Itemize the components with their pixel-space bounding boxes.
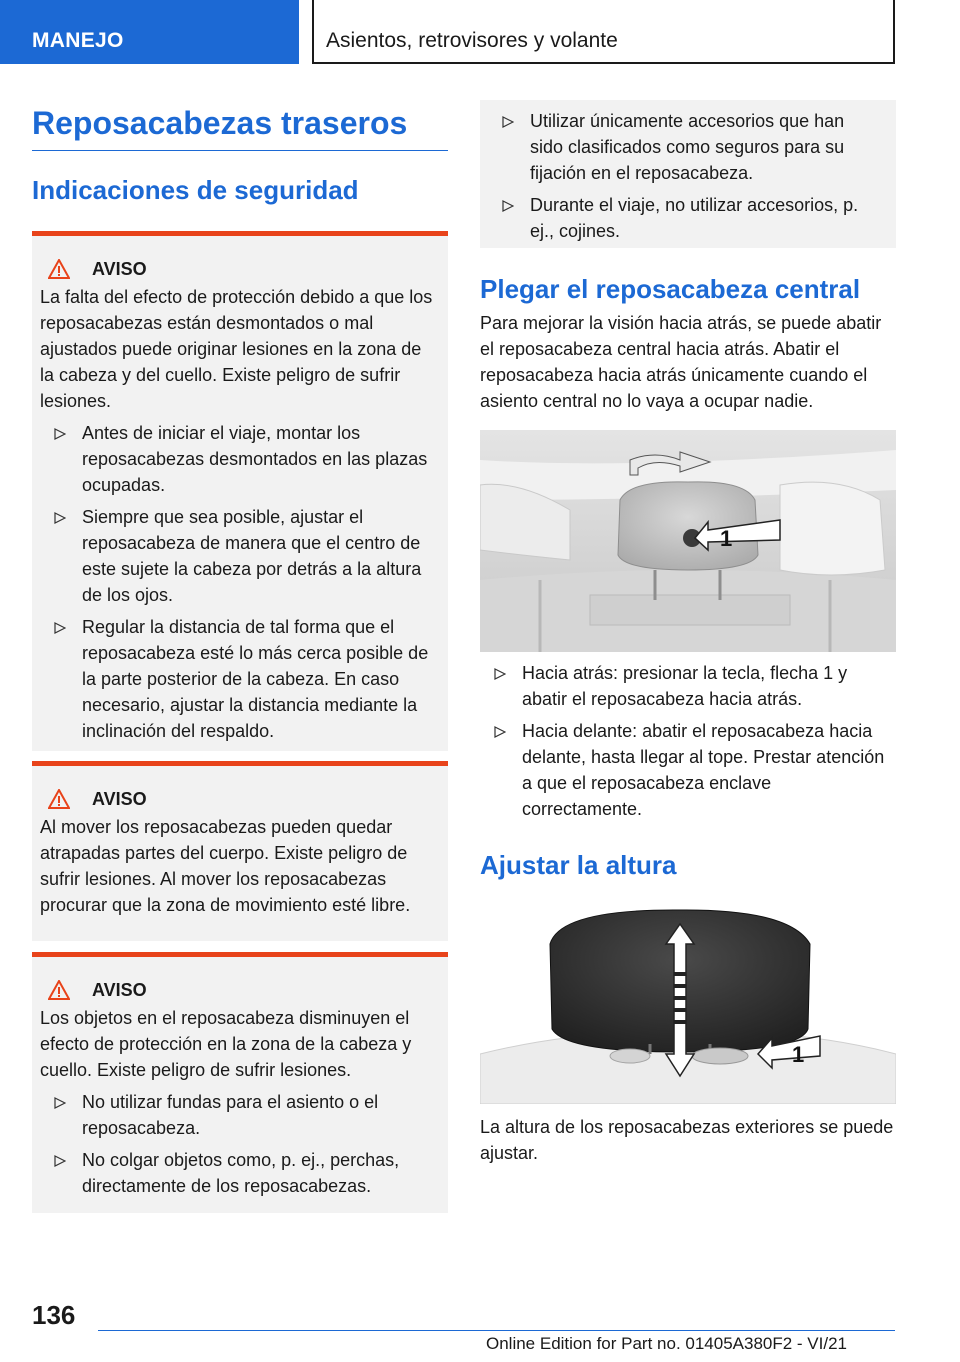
adjust-height-heading: Ajustar la altura — [480, 850, 677, 880]
warning-triangle-icon — [48, 980, 70, 1000]
figure-callout: 1 — [792, 1042, 805, 1067]
warning-text: Al mover los reposacabezas pueden quedar atrapadas partes del cuerpo. Existe peligro de sufrir lesiones. Al mover los reposacabezas procurar que la zona de movimiento esté libre. — [40, 817, 411, 915]
list-item: Siempre que sea posible, ajustar el reposacabeza de manera que el centro de este sujete la cabeza por detrás a la altura de los ojos. — [40, 504, 434, 608]
warning-box — [32, 231, 448, 751]
fold-center-text: Para mejorar la visión hacia atrás, se puede abatir el reposacabeza central hacia atrás. Abatir el reposacabeza hacia atrás únicamente cuando el asiento central no lo vaya a ocupar nadie. — [480, 313, 882, 411]
figure-callout: 1 — [720, 526, 733, 551]
list-item: No utilizar fundas para el asiento o el reposacabeza. — [40, 1089, 434, 1141]
warning-text: La falta del efecto de protección debido a que los reposacabezas están desmontados o mal ajustados puede originar lesiones en la zona de la cabeza y del cuello. Existe peligro de sufrir lesiones. — [40, 287, 433, 411]
triangle-bullet-icon — [502, 116, 514, 128]
edition-text: Online Edition for Part no. 01405A380F2 - VI/21 — [486, 1334, 848, 1353]
list-item: No colgar objetos como, p. ej., perchas, directamente de los reposacabezas. — [40, 1147, 434, 1199]
section-tab — [0, 0, 299, 64]
adjust-height-text: La altura de los reposacabezas exteriores se puede ajustar. — [480, 1117, 894, 1163]
center-headrest-figure — [480, 430, 896, 652]
triangle-bullet-icon — [494, 726, 506, 738]
warning-text: Los objetos en el reposacabeza disminuyen el efecto de protección en la zona de la cabeza y cuello. Existe peligro de sufrir lesiones. — [40, 1008, 412, 1080]
safety-heading: Indicaciones de seguridad — [32, 175, 359, 205]
warning-label: AVISO — [92, 259, 147, 279]
triangle-bullet-icon — [502, 200, 514, 212]
list-item: Utilizar únicamente accesorios que han sido clasificados como seguros para su fijación en el reposacabeza. — [488, 108, 882, 186]
right-column — [480, 100, 896, 1166]
warning-box-continued — [480, 100, 896, 248]
left-column — [32, 100, 448, 1213]
list-item: Durante el viaje, no utilizar accesorios, p. ej., cojines. — [488, 192, 882, 244]
warning-box — [32, 952, 448, 1213]
warning-box — [32, 761, 448, 941]
list-item: Hacia delante: abatir el reposacabeza hacia delante, hasta llegar al tope. Prestar atención a que el reposacabeza enclave correctamente. — [480, 718, 896, 822]
warning-triangle-icon — [48, 789, 70, 809]
page-number: 136 — [32, 1300, 76, 1330]
warning-label: AVISO — [92, 980, 147, 1000]
chapter-label: Asientos, retrovisores y volante — [326, 29, 618, 52]
triangle-bullet-icon — [54, 1155, 66, 1167]
triangle-bullet-icon — [54, 512, 66, 524]
list-item: Hacia atrás: presionar la tecla, flecha 1 y abatir el reposacabeza hacia atrás. — [480, 660, 896, 712]
warning-triangle-icon — [48, 259, 70, 279]
outer-headrest-figure — [480, 904, 896, 1104]
triangle-bullet-icon — [494, 668, 506, 680]
triangle-bullet-icon — [54, 1097, 66, 1109]
section-label: MANEJO — [32, 29, 124, 52]
footer-divider — [98, 1330, 895, 1331]
list-item: Antes de iniciar el viaje, montar los reposacabezas desmontados en las plazas ocupadas. — [40, 420, 434, 498]
fold-center-heading: Plegar el reposacabeza central — [480, 274, 861, 304]
triangle-bullet-icon — [54, 428, 66, 440]
page-title: Reposacabezas traseros — [32, 100, 448, 151]
list-item: Regular la distancia de tal forma que el reposacabeza esté lo más cerca posible de la parte posterior de la cabeza. En caso necesario, ajustar la distancia mediante la inclinación del respaldo. — [40, 614, 434, 744]
warning-label: AVISO — [92, 789, 147, 809]
triangle-bullet-icon — [54, 622, 66, 634]
chapter-header — [312, 0, 895, 64]
